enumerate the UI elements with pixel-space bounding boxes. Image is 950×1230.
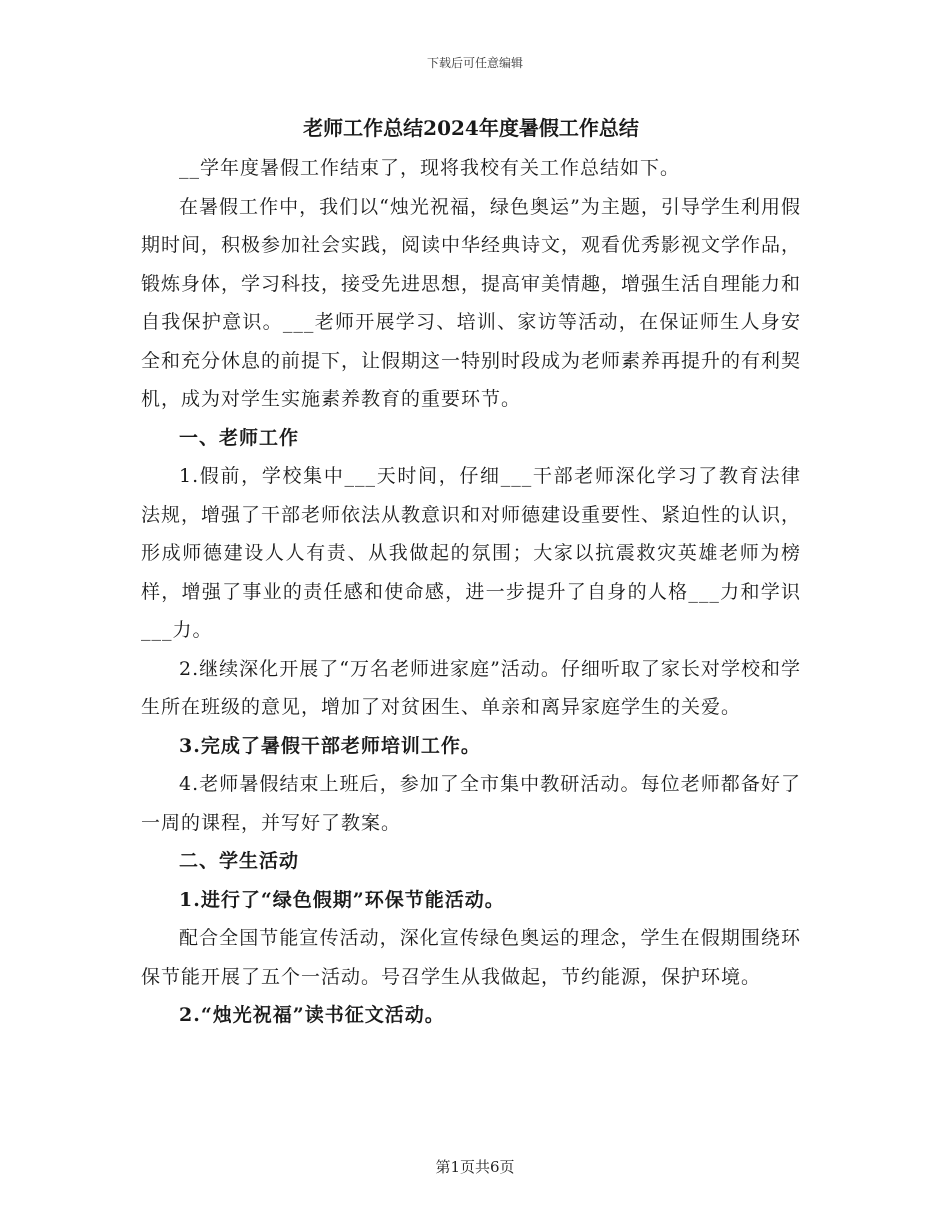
summary-paragraph: 在暑假工作中，我们以“烛光祝福，绿色奥运”为主题，引导学生利用假期时间，积极参加社会实践，阅读中华经典诗文，观看优秀影视文学作品，锻炼身体，学习科技，接受先进思想，提高审美情趣，增强生活自理能力和自我保护意识。___老师开展学习、培训、家访等活动，在保证师生人身安全和充分休息的前提下，让假期这一特别时段成为老师素养再提升的有利契机，成为对学生实施素养教育的重要环节。 bbox=[141, 195, 802, 410]
teacher-work-item-4: 4.老师暑假结束上班后，参加了全市集中教研活动。每位老师都备好了一周的课程，并写好了教案。 bbox=[141, 773, 801, 834]
page-header-note: 下载后可任意编辑 bbox=[426, 56, 523, 70]
teacher-work-item-1: 1.假前，学校集中___天时间，仔细___干部老师深化学习了教育法律法规，增强了干部老师依法从教意识和对师德建设重要性、紧迫性的认识，形成师德建设人人有责、从我做起的氛围；大家以抗震救灾英雄老师为榜样，增强了事业的责任感和使命感，进一步提升了自身的人格___力和学识___力。 bbox=[141, 465, 802, 641]
page-number: 第1页共6页 bbox=[435, 1158, 515, 1176]
teacher-work-item-3: 3.完成了暑假干部老师培训工作。 bbox=[179, 734, 481, 757]
student-activity-heading-1: 1.进行了“绿色假期”环保节能活动。 bbox=[179, 888, 505, 911]
teacher-work-item-2: 2.继续深化开展了“万名老师进家庭”活动。仔细听取了家长对学校和学生所在班级的意见，增加了对贫困生、单亲和离异家庭学生的关爱。 bbox=[141, 657, 801, 718]
student-activity-heading-2: 2.“烛光祝福”读书征文活动。 bbox=[179, 1004, 445, 1026]
document-body bbox=[141, 113, 801, 1035]
student-activity-paragraph-1: 配合全国节能宣传活动，深化宣传绿色奥运的理念，学生在假期围绕环保节能开展了五个一活动。号召学生从我做起，节约能源，保护环境。 bbox=[141, 927, 801, 988]
document-title: 老师工作总结2024年度暑假工作总结 bbox=[303, 116, 639, 140]
intro-paragraph: __学年度暑假工作结束了，现将我校有关工作总结如下。 bbox=[179, 157, 681, 179]
section-heading-teacher-work: 一、老师工作 bbox=[179, 426, 300, 449]
section-heading-student-activities: 二、学生活动 bbox=[179, 850, 300, 872]
